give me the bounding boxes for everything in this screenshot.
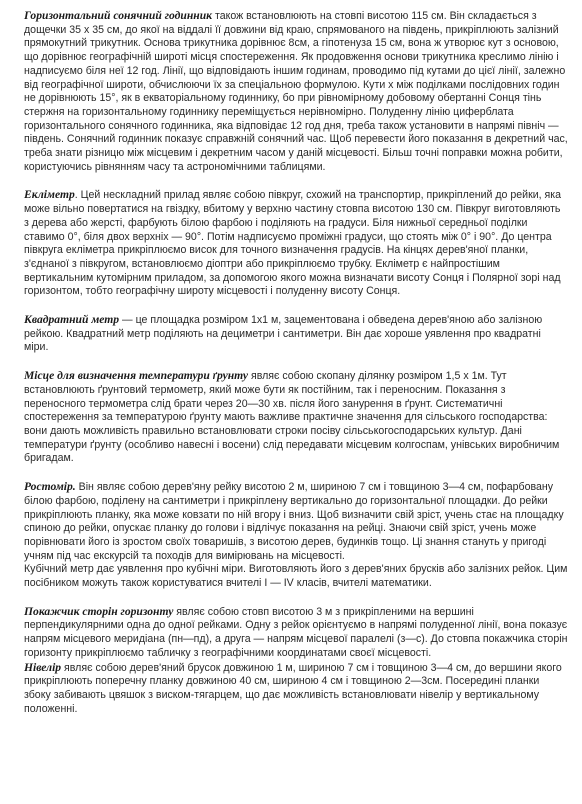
paragraph-text: являє собою дерев'яний брусок довжиною 1 м, шириною 7 см і товщиною 3—4 см, до вершини якого прикріплюють поперечну планку довжиною 40 см, шириною 4 см і товщиною 2—3см. Посередині планки збоку забивають цвяшок з виском-тягарцем, що дає можливість встановлювати нівелір у вертикальному положенні. <box>24 661 562 715</box>
paragraph-horizon-indicator <box>24 605 568 661</box>
paragraph-text: . Цей нескладний прилад являє собою півкруг, схожий на транспортир, прикріплений до рейки, яка може вільно повертатися на гвіздку, вбитому у верхню частину стовпа висотою 130 см. Півкруг виготовляють з дерева або жерсті, фарбують білою фарбою і поділяють на градуси. Біля нижньої середньої поділки ставимо 0°, біля двох верхніх — 90°. Потім надписуємо проміжні градуси, що стоять між 0° і 90°. До центра півкруга екліметра прикріплюємо висок для точного визначення градусів. На кінцях дерев'яної планки, з'єднаної з півкругом, встановлюємо діоптри або прикріплюємо трубку. Екліметр є найпростішим вертикальним кутомірним приладом, за допомогою якого можна визначати висоту Сонця і Полярної зорі над горизонтом, тобто географічну широту місцевості і полуденну висоту Сонця. <box>24 189 562 298</box>
paragraph-height-meter <box>24 480 568 591</box>
paragraph-square-metre <box>24 313 568 355</box>
paragraph-text: являє собою скопану ділянку розміром 1,5 x 1м. Тут встановлюють ґрунтовий термометр, який може бути як постійним, так і переносним. Показання з переносного термометра слід брати через 20—30 хв. після його занурення в ґрунт. Систематичні спостереження за температурою ґрунту мають важливе практичне значення для сільського господарства: вони дають можливість правильно встановлювати строки посіву сільськогосподарських культур. Дані температури ґрунту (особливо навесні і восени) слід передавати місцевим колгоспам, унівських виробничим бригадам. <box>24 370 560 465</box>
paragraph-horizontal-sundial <box>24 9 568 174</box>
term-horizontal-sundial: Горизонтальний сонячний годинник <box>24 9 213 22</box>
term-soil-temperature: Місце для визначення температури ґрунту <box>24 369 249 383</box>
paragraph-soil-temperature <box>24 369 568 466</box>
paragraph-text: також встановлюють на стовпі висотою 115 см. Він складається з дощечки 35 x 35 см, до якої на віддалі її довжини від краю, спрямованого на південь, прикріплюють залізний прямокутний трикутник. Основа трикутника дорівнює 8см, а гіпотенуза 15 см, вона ж утворює кут з основою, що дорівнює географічній широті місця спостереження. Як продовження основи трикутника креслимо лінію і надписуємо біля неї 12 год. Лінії, що відповідають іншим годинам, проводимо під кутами до цієї лінії, залежно від географічної широти, обчислюючи їх за спеціальною формулою. Кути х між поділками послідовних годин не дорівнюють 15°, як в екваторіальному годиннику, бо при рівномірному добовому обертанні Сонця тінь стержня на горизонтальному годиннику переміщується нерівномірно. Полуденну лінію циферблата горизонтального сонячного годинника, яка відповідає 12 год дня, треба також установити в напрямі північ — південь. Сонячний годинник показує справжній сонячний час. Щоб перевести його показання в декретний час, треба знати різницю між місцевим і декретним часом у даній місцевості. Більш точні поправки можна робити, користуючись рівнянням часу та астрономічними таблицями. <box>24 10 568 173</box>
paragraph-eclimeter <box>24 188 568 299</box>
term-eclimeter: Екліметр <box>24 188 75 202</box>
paragraph-text: Він являє собою дерев'яну рейку висотою 2 м, шириною 7 см і товщиною 3—4 см, пофарбовану білою фарбою, поділену на сантиметри і прикріплену вертикально до горизонтальної площадки. До рейки прикріплюють планку, яка може ковзати по ній вгору і вниз. Щоб визначити свій зріст, учень стає на площадку спиною до рейки, опускає планку до голови і відлічує показання на рейці. Знаючи свій зріст, учень може порівнювати його із зростом своїх товаришів, з висотою дерев, будинків тощо. Ці знання стануть у пригоді учням під час екскурсій та походів для вимірювань на місцевості. Кубічний метр дає уявлення про кубічні міри. Виготовляють його з дерев'яних брусків або залізних рейок. Цим посібником можуть також користуватися вчителі I — IV класів, вчителі математики. <box>24 481 568 590</box>
term-leveler: Нівелір <box>24 660 62 674</box>
paragraph-leveler <box>24 661 568 717</box>
paragraph-text: — це площадка розміром 1x1 м, зацементована і обведена дерев'яною або залізною рейкою. Квадратний метр поділяють на дециметри і сантиметри. Він дає хороше уявлення про квадратні міри. <box>24 314 543 354</box>
term-square-metre: Квадратний метр <box>24 313 120 327</box>
term-horizon-indicator: Покажчик сторін горизонту <box>24 604 174 618</box>
term-height-meter: Ростомір. <box>24 480 76 494</box>
paragraph-text: являє собою стовп висотою 3 м з прикріпленими на вершині перпендикулярними одна до одної рейками. Одну з рейок орієнтуємо в напрямі полуденної лінії, вона показує напрям місцевого меридіана (пн—пд), а друга — напрям місцевої паралелі (з—с). До стовпа покажчика сторін горизонту прикріплюємо табличку з географічними координатами своєї місцевості. <box>24 605 568 659</box>
